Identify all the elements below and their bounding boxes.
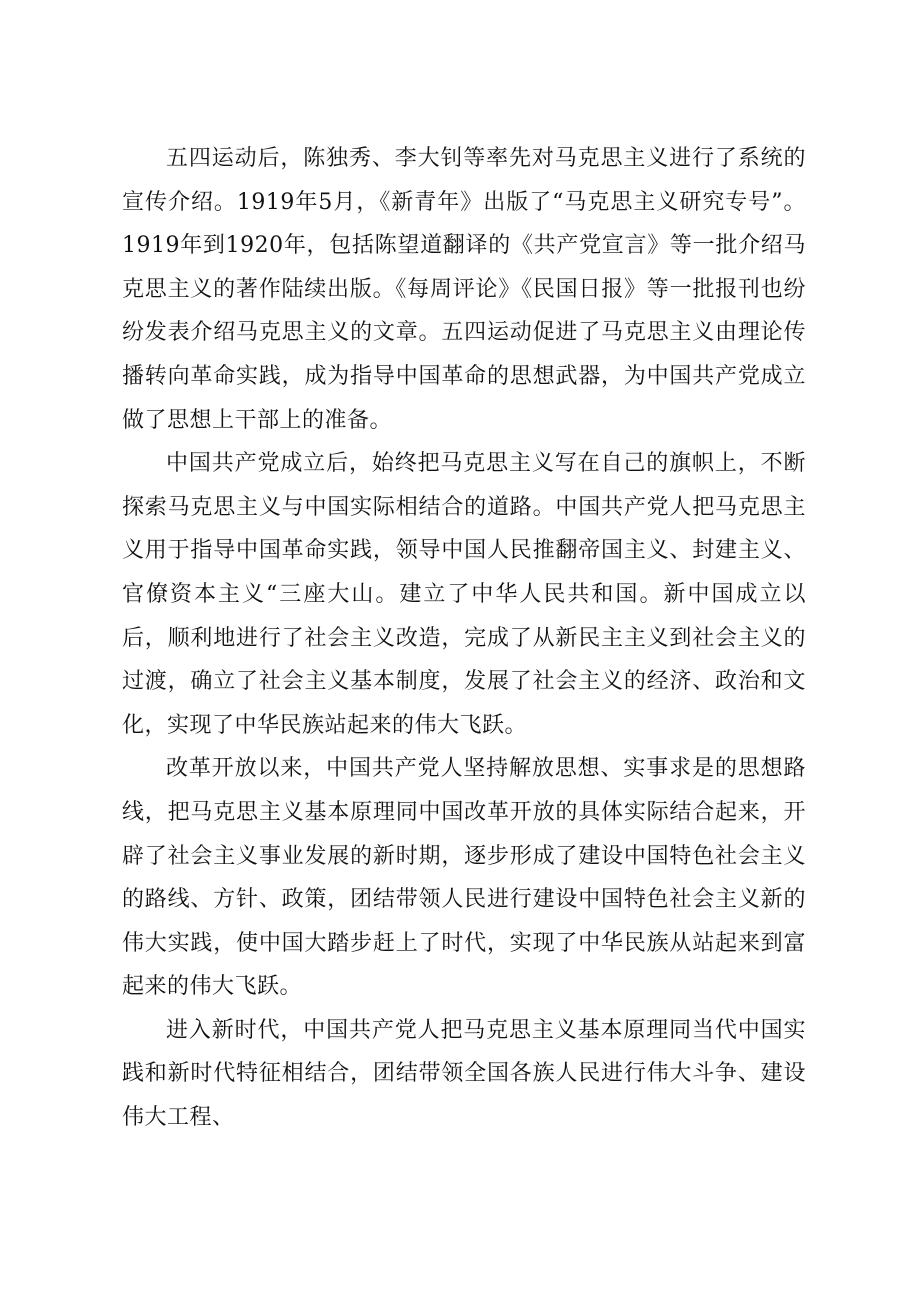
paragraph-party-founding: 中国共产党成立后，始终把马克思主义写在自己的旗帜上，不断探索马克思主义与中国实际相结合的道路。中国共产党人把马克思主义用于指导中国革命实践，领导中国人民推翻帝国主义、封建主义、官僚资本主义“三座大山。建立了中华人民共和国。新中国成立以后，顺利地进行了社会主义改造，完成了从新民主主义到社会主义的过渡，确立了社会主义基本制度，发展了社会主义的经济、政治和文化，实现了中华民族站起来的伟大飞跃。 <box>122 451 806 738</box>
paragraph-reform-opening: 改革开放以来，中国共产党人坚持解放思想、实事求是的思想路线，把马克思主义基本原理同中国改革开放的具体实际结合起来，开辟了社会主义事业发展的新时期，逐步形成了建设中国特色社会主义的路线、方针、政策，团结带领人民进行建设中国特色社会主义新的伟大实践，使中国大踏步赶上了时代，实现了中华民族从站起来到富起来的伟大飞跃。 <box>122 756 806 1000</box>
paragraph-new-era: 进入新时代，中国共产党人把马克思主义基本原理同当代中国实践和新时代特征相结合，团结带领全国各族人民进行伟大斗争、建设伟大工程、 <box>122 1017 806 1131</box>
document-body <box>122 137 806 1140</box>
paragraph-may-fourth: 五四运动后，陈独秀、李大钊等率先对马克思主义进行了系统的宣传介绍。1919年5月，《新青年》出版了“马克思主义研究专号”。1919年到1920年，包括陈望道翻译的《共产党宣言》等一批介绍马克思主义的著作陆续出版。《每周评论》《民国日报》等一批报刊也纷纷发表介绍马克思主义的文章。五四运动促进了马克思主义由理论传播转向革命实践，成为指导中国革命的思想武器，为中国共产党成立做了思想上干部上的准备。 <box>122 146 806 433</box>
